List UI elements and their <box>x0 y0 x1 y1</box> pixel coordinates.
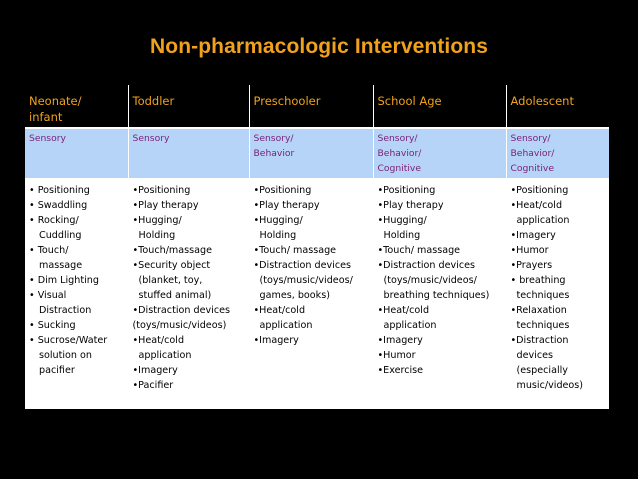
list-item: • Touch/ <box>29 245 69 256</box>
header-neonate: Neonate/ infant <box>25 85 128 128</box>
list-item: •Positioning <box>377 185 436 196</box>
list-item: breathing techniques) <box>383 290 490 301</box>
list-item: application <box>138 350 192 361</box>
list-item: stuffed animal) <box>138 290 212 301</box>
list-item: •Distraction devices <box>132 305 231 316</box>
list-item: •Imagery <box>132 365 178 376</box>
slide-title: Non-pharmacologic Interventions <box>150 35 488 58</box>
list-item: •Relaxation <box>510 305 567 316</box>
list-item: pacifier <box>39 365 75 376</box>
type-cell: Sensory <box>128 128 249 179</box>
preschooler-interventions <box>249 179 373 409</box>
school-age-interventions <box>373 179 506 409</box>
list-item: •Play therapy <box>377 200 444 211</box>
list-item: games, books) <box>259 290 330 301</box>
list-item: Distraction <box>39 305 92 316</box>
list-item: •Distraction devices <box>377 260 476 271</box>
list-item: • Sucking <box>29 320 76 331</box>
header-preschooler: Preschooler <box>249 85 373 128</box>
list-item: •Positioning <box>253 185 312 196</box>
list-item: • Rocking/ <box>29 215 79 226</box>
list-item: • Positioning <box>29 185 90 196</box>
list-item: •Imagery <box>510 230 556 241</box>
list-item: (toys/music/videos) <box>132 320 227 331</box>
list-item: Holding <box>383 230 421 241</box>
neonate-interventions <box>25 179 128 409</box>
list-item: •Touch/ massage <box>253 245 337 256</box>
type-cell: Sensory/ Behavior <box>249 128 373 179</box>
list-item: •Distraction devices <box>253 260 352 271</box>
list-item: •Imagery <box>253 335 299 346</box>
list-item: •Heat/cold <box>132 335 185 346</box>
list-item: •Heat/cold <box>253 305 306 316</box>
list-item: •Touch/massage <box>132 245 213 256</box>
list-item: application <box>383 320 437 331</box>
list-item: techniques <box>516 320 570 331</box>
toddler-interventions <box>128 179 249 409</box>
header-row <box>25 85 609 128</box>
list-item: •Positioning <box>132 185 191 196</box>
list-item: •Positioning <box>510 185 569 196</box>
list-item: •Hugging/ <box>253 215 303 226</box>
list-item: •Hugging/ <box>132 215 182 226</box>
list-item: Cuddling <box>39 230 82 241</box>
list-item: •Humor <box>377 350 416 361</box>
list-item: •Play therapy <box>253 200 320 211</box>
list-item: •Touch/ massage <box>377 245 461 256</box>
type-cell: Sensory <box>25 128 128 179</box>
list-item: • breathing <box>510 275 566 286</box>
intervention-type-row <box>25 128 609 179</box>
list-item: •Humor <box>510 245 549 256</box>
list-item: Holding <box>259 230 297 241</box>
header-school-age: School Age <box>373 85 506 128</box>
list-item: techniques <box>516 290 570 301</box>
list-item: solution on <box>39 350 92 361</box>
list-item: devices <box>516 350 554 361</box>
list-item: •Hugging/ <box>377 215 427 226</box>
adolescent-interventions <box>506 179 609 409</box>
list-item: Holding <box>138 230 176 241</box>
list-item: music/videos) <box>516 380 584 391</box>
list-item: •Heat/cold <box>377 305 430 316</box>
list-item: application <box>516 215 570 226</box>
list-item: •Distraction <box>510 335 569 346</box>
list-item: • Swaddling <box>29 200 88 211</box>
interventions-row <box>25 179 609 409</box>
header-toddler: Toddler <box>128 85 249 128</box>
interventions-table <box>25 85 609 409</box>
header-adolescent: Adolescent <box>506 85 609 128</box>
list-item: (blanket, toy, <box>138 275 203 286</box>
list-item: •Prayers <box>510 260 553 271</box>
list-item: (especially <box>516 365 568 376</box>
list-item: (toys/music/videos/ <box>259 275 353 286</box>
list-item: •Play therapy <box>132 200 199 211</box>
type-cell: Sensory/ Behavior/ Cognitive <box>373 128 506 179</box>
list-item: • Visual <box>29 290 67 301</box>
list-item: •Heat/cold <box>510 200 563 211</box>
list-item: •Imagery <box>377 335 423 346</box>
list-item: application <box>259 320 313 331</box>
type-cell: Sensory/ Behavior/ Cognitive <box>506 128 609 179</box>
list-item: massage <box>39 260 83 271</box>
list-item: •Security object <box>132 260 211 271</box>
list-item: • Sucrose/Water <box>29 335 108 346</box>
list-item: (toys/music/videos/ <box>383 275 477 286</box>
list-item: •Exercise <box>377 365 424 376</box>
list-item: • Dim Lighting <box>29 275 99 286</box>
list-item: •Pacifier <box>132 380 174 391</box>
